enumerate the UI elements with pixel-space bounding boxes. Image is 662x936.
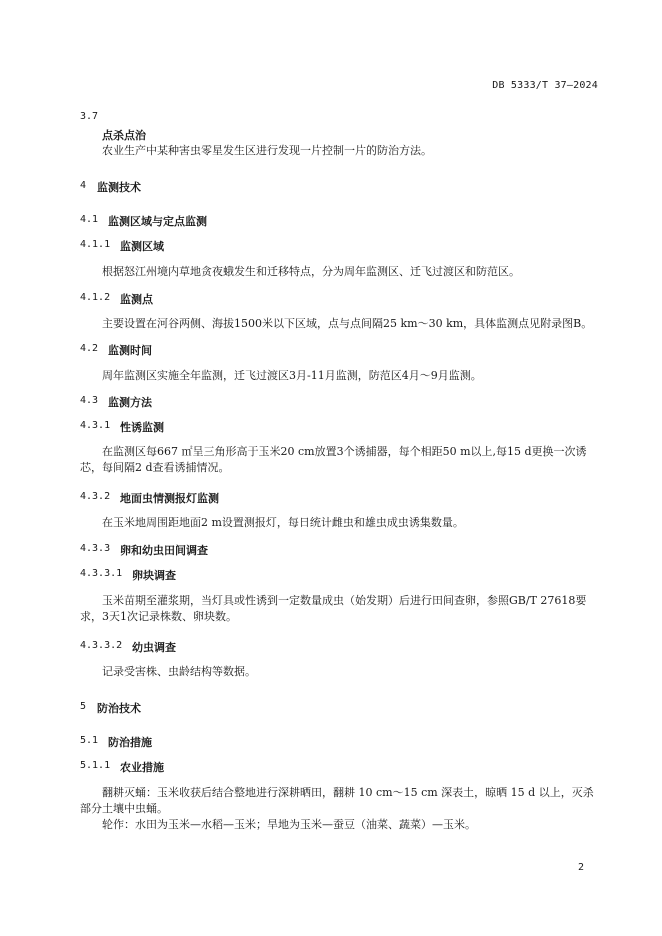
section-number-4-3: 4.3 [80,395,99,406]
section-number-5: 5 [80,701,87,712]
section-number-4-3-3-2: 4.3.3.2 [80,640,123,651]
section-title-4-3-2: 地面虫情测报灯监测 [120,492,219,505]
term-definition-3-7: 农业生产中某种害虫零星发生区进行发现一片控制一片的防治方法。 [102,144,432,157]
page-number: 2 [577,862,584,873]
paragraph-4-3-1 [80,444,600,476]
paragraph-4-1-2: 主要设置在河谷两侧、海拔1500米以下区域，点与点间隔25 km～30 km，具体监测点见附录图B。 [102,317,593,330]
section-title-4-3: 监测方法 [108,396,152,409]
section-number-4-3-3-1: 4.3.3.1 [80,568,123,579]
section-title-4-3-3: 卵和幼虫田间调查 [120,544,208,557]
section-number-4-3-3: 4.3.3 [80,543,111,554]
paragraph-4-1-1: 根据怒江州境内草地贪夜蛾发生和迁移特点，分为周年监测区、迁飞过渡区和防范区。 [102,265,520,278]
section-title-4-3-3-2: 幼虫调查 [132,641,176,654]
section-title-4-3-3-1: 卵块调查 [132,569,176,582]
section-title-4-1-2: 监测点 [120,293,153,306]
section-title-4-1: 监测区域与定点监测 [108,215,207,228]
section-title-4-2: 监测时间 [108,344,152,357]
paragraph-5-1-1-tillage: 翻耕灭蛹：玉米收获后结合整地进行深耕晒田，翻耕 10 cm～15 cm 深表土，晾晒 15 d 以上，灭杀部分土壤中虫蛹。 [80,786,594,815]
doc-code-header: DB 5333/T 37—2024 [492,80,598,91]
section-number-4-1-2: 4.1.2 [80,292,111,303]
paragraph-4-3-3-1-text: 玉米苗期至灌浆期，当灯具或性诱到一定数量成虫（始发期）后进行田间查卵，参照GB/T 27618要求，3天1次记录株数、卵块数。 [80,594,587,623]
section-number-4-1: 4.1 [80,214,99,225]
section-title-5: 防治技术 [97,702,141,715]
section-number-4: 4 [80,180,87,191]
paragraph-4-3-2: 在玉米地周围距地面2 m设置测报灯，每日统计雌虫和雄虫成虫诱集数量。 [102,516,464,529]
section-number-4-3-2: 4.3.2 [80,491,111,502]
section-number-5-1-1: 5.1.1 [80,760,111,771]
paragraph-5-1-1 [80,785,600,833]
section-title-4-1-1: 监测区域 [120,240,164,253]
section-number-5-1: 5.1 [80,735,99,746]
paragraph-4-3-3-2: 记录受害株、虫龄结构等数据。 [102,665,256,678]
section-title-4: 监测技术 [97,181,141,194]
section-title-5-1: 防治措施 [108,736,152,749]
section-number-4-3-1: 4.3.1 [80,420,111,431]
paragraph-5-1-1-rotation: 轮作：水田为玉米—水稻—玉米；旱地为玉米—蚕豆（油菜、蔬菜）—玉米。 [102,818,476,831]
paragraph-4-3-3-1 [80,593,600,625]
section-title-5-1-1: 农业措施 [120,761,164,774]
term-title-3-7: 点杀点治 [102,129,146,142]
clause-number-3-7: 3.7 [80,111,99,122]
paragraph-4-3-1-text: 在监测区每667 ㎡呈三角形高于玉米20 cm放置3个诱捕器，每个相距50 m以上,每15 d更换一次诱芯，每间隔2 d查看诱捕情况。 [80,445,587,474]
paragraph-4-2: 周年监测区实施全年监测，迁飞过渡区3月-11月监测，防范区4月～9月监测。 [102,369,482,382]
section-number-4-1-1: 4.1.1 [80,239,111,250]
section-number-4-2: 4.2 [80,343,99,354]
section-title-4-3-1: 性诱监测 [120,421,164,434]
